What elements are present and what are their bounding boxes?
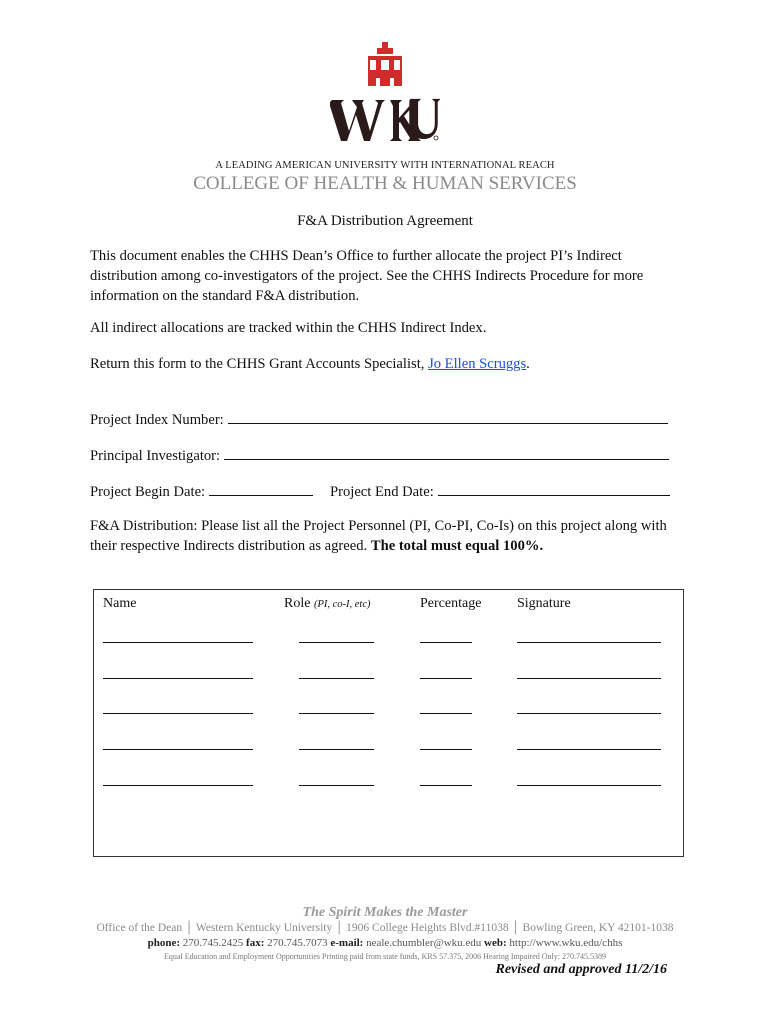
role-line[interactable] <box>299 642 374 643</box>
college-name: COLLEGE OF HEALTH & HUMAN SERVICES <box>193 173 577 194</box>
end-date-field[interactable] <box>330 481 670 501</box>
percentage-line[interactable] <box>420 713 472 714</box>
begin-date-field[interactable] <box>90 481 313 501</box>
role-line[interactable] <box>299 678 374 679</box>
project-index-line[interactable] <box>228 409 668 424</box>
percentage-line[interactable] <box>420 678 472 679</box>
role-line[interactable] <box>299 749 374 750</box>
web-value[interactable]: http://www.wku.edu/chhs <box>506 937 623 949</box>
project-index-field[interactable] <box>90 409 668 429</box>
percentage-line[interactable] <box>420 785 472 786</box>
document-title: F&A Distribution Agreement <box>297 213 473 229</box>
name-line[interactable] <box>103 678 253 679</box>
contact-link[interactable]: Jo Ellen Scruggs <box>428 356 527 372</box>
col-header-role-hint: (PI, co-I, etc) <box>313 599 371 610</box>
distribution-text: F&A Distribution: Please list all the Project Personnel (PI, Co-PI, Co-Is) on this project along with their respective Indirects distribution as agreed. <box>90 518 667 554</box>
name-line[interactable] <box>103 749 253 750</box>
tracking-paragraph: All indirect allocations are tracked within the CHHS Indirect Index. <box>90 320 487 336</box>
col-header-role-label: Role <box>284 596 314 611</box>
name-line[interactable] <box>103 713 253 714</box>
end-date-label: Project End Date: <box>330 484 434 500</box>
role-line[interactable] <box>299 785 374 786</box>
begin-date-label: Project Begin Date: <box>90 484 206 500</box>
email-value[interactable]: neale.chumbler@wku.edu <box>363 937 485 949</box>
phone-label: phone: <box>147 937 181 949</box>
wku-logo <box>330 42 440 144</box>
distribution-total-note: The total must equal 100%. <box>370 538 544 554</box>
pi-label: Principal Investigator: <box>90 448 221 464</box>
return-paragraph <box>90 354 690 374</box>
personnel-table <box>93 589 684 857</box>
percentage-line[interactable] <box>420 749 472 750</box>
tagline: A LEADING AMERICAN UNIVERSITY WITH INTERNATIONAL REACH <box>215 160 555 171</box>
footer-contact <box>0 937 770 949</box>
fax-value: 270.745.7073 <box>264 937 331 949</box>
web-label: web: <box>484 937 507 949</box>
intro-paragraph: This document enables the CHHS Dean’s Office to further allocate the project PI’s Indirect distribution among co-investigators of the project. See the CHHS Indirects Procedure for more information on the standard F&A distribution. <box>90 248 644 304</box>
signature-line[interactable] <box>517 642 661 643</box>
fax-label: fax: <box>246 937 265 949</box>
col-header-name: Name <box>103 596 137 611</box>
distribution-instructions <box>90 516 690 556</box>
revision-note: Revised and approved 11/2/16 <box>495 962 667 977</box>
col-header-percentage: Percentage <box>420 596 482 611</box>
signature-line[interactable] <box>517 713 661 714</box>
signature-line[interactable] <box>517 678 661 679</box>
begin-date-line[interactable] <box>209 481 313 496</box>
return-prefix: Return this form to the CHHS Grant Accounts Specialist, <box>90 356 429 372</box>
name-line[interactable] <box>103 642 253 643</box>
percentage-line[interactable] <box>420 642 472 643</box>
col-header-role <box>284 596 371 612</box>
footer-eeo-notice: Equal Education and Employment Opportunities Printing paid from state funds, KRS 57.375, 2006 Hearing Impaired Only: 270.745.5389 <box>164 952 606 961</box>
name-line[interactable] <box>103 785 253 786</box>
footer-motto: The Spirit Makes the Master <box>302 905 468 920</box>
pi-line[interactable] <box>224 445 669 460</box>
project-index-label: Project Index Number: <box>90 412 224 428</box>
footer-address: Office of the Dean │ Western Kentucky University │ 1906 College Heights Blvd.#11038 │ Bowling Green, KY 42101-1038 <box>96 922 674 934</box>
signature-line[interactable] <box>517 785 661 786</box>
role-line[interactable] <box>299 713 374 714</box>
col-header-signature: Signature <box>517 596 571 611</box>
pi-field[interactable] <box>90 445 669 465</box>
end-date-line[interactable] <box>438 481 670 496</box>
signature-line[interactable] <box>517 749 661 750</box>
email-label: e-mail: <box>330 937 364 949</box>
return-suffix: . <box>526 356 530 372</box>
phone-value: 270.745.2425 <box>180 937 247 949</box>
